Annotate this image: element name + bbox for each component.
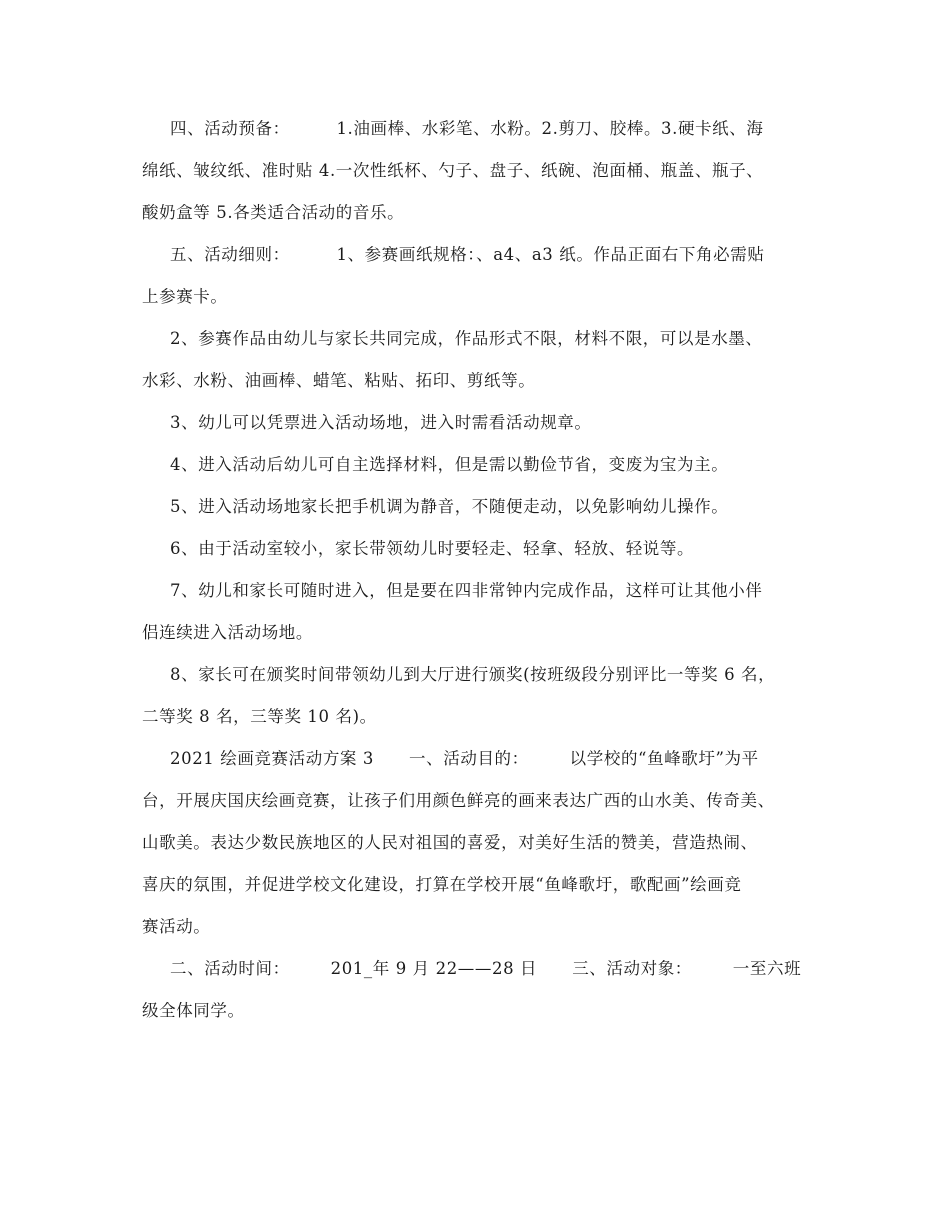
text-line: 赛活动。 (142, 917, 211, 936)
text-line: 绵纸、皱纹纸、准时贴 4.一次性纸杯、勺子、盘子、纸碗、泡面桶、瓶盖、瓶子、 (142, 161, 764, 180)
document-body (142, 108, 822, 1032)
text-line: 二等奖 8 名，三等奖 10 名)。 (142, 707, 377, 726)
text-line: 6、由于活动室较小，家长带领幼儿时要轻走、轻拿、轻放、轻说等。 (170, 539, 695, 558)
text-line: 喜庆的氛围，并促进学校文化建设，打算在学校开展“鱼峰歌圩，歌配画”绘画竞 (142, 875, 742, 894)
text-line: 侣连续进入活动场地。 (142, 623, 313, 642)
text-line: 上参赛卡。 (142, 287, 228, 306)
text-line: 水彩、水粉、油画棒、蜡笔、粘贴、拓印、剪纸等。 (142, 371, 536, 390)
text-line: 4、进入活动后幼儿可自主选择材料，但是需以勤俭节省，变废为宝为主。 (170, 455, 729, 474)
text-line: 3、幼儿可以凭票进入活动场地，进入时需看活动规章。 (170, 413, 592, 432)
text-line: 级全体同学。 (142, 1001, 245, 1020)
text-line: 二、活动时间： 201_年 9 月 22——28 日 三、活动对象： 一至六班 (170, 959, 802, 978)
text-line: 2、参赛作品由幼儿与家长共同完成，作品形式不限，材料不限，可以是水墨、 (170, 329, 763, 348)
text-line: 7、幼儿和家长可随时进入，但是要在四非常钟内完成作品，这样可让其他小伴 (170, 581, 763, 600)
text-line: 8、家长可在颁奖时间带领幼儿到大厅进行颁奖(按班级段分别评比一等奖 6 名， (170, 665, 776, 684)
text-line: 台，开展庆国庆绘画竞赛，让孩子们用颜色鲜亮的画来表达广西的山水美、传奇美、 (142, 791, 775, 810)
text-line: 5、进入活动场地家长把手机调为静音，不随便走动，以免影响幼儿操作。 (170, 497, 729, 516)
text-line: 山歌美。表达少数民族地区的人民对祖国的喜爱，对美好生活的赞美，营造热闹、 (142, 833, 758, 852)
text-line: 2021 绘画竞赛活动方案 3 一、活动目的： 以学校的“鱼峰歌圩”为平 (170, 749, 759, 768)
text-line: 四、活动预备： 1.油画棒、水彩笔、水粉。2.剪刀、胶棒。3.硬卡纸、海 (170, 119, 764, 138)
text-line: 酸奶盒等 5.各类适合活动的音乐。 (142, 203, 405, 222)
text-line: 五、活动细则： 1、参赛画纸规格：、a4、a3 纸。作品正面右下角必需贴 (170, 245, 765, 264)
